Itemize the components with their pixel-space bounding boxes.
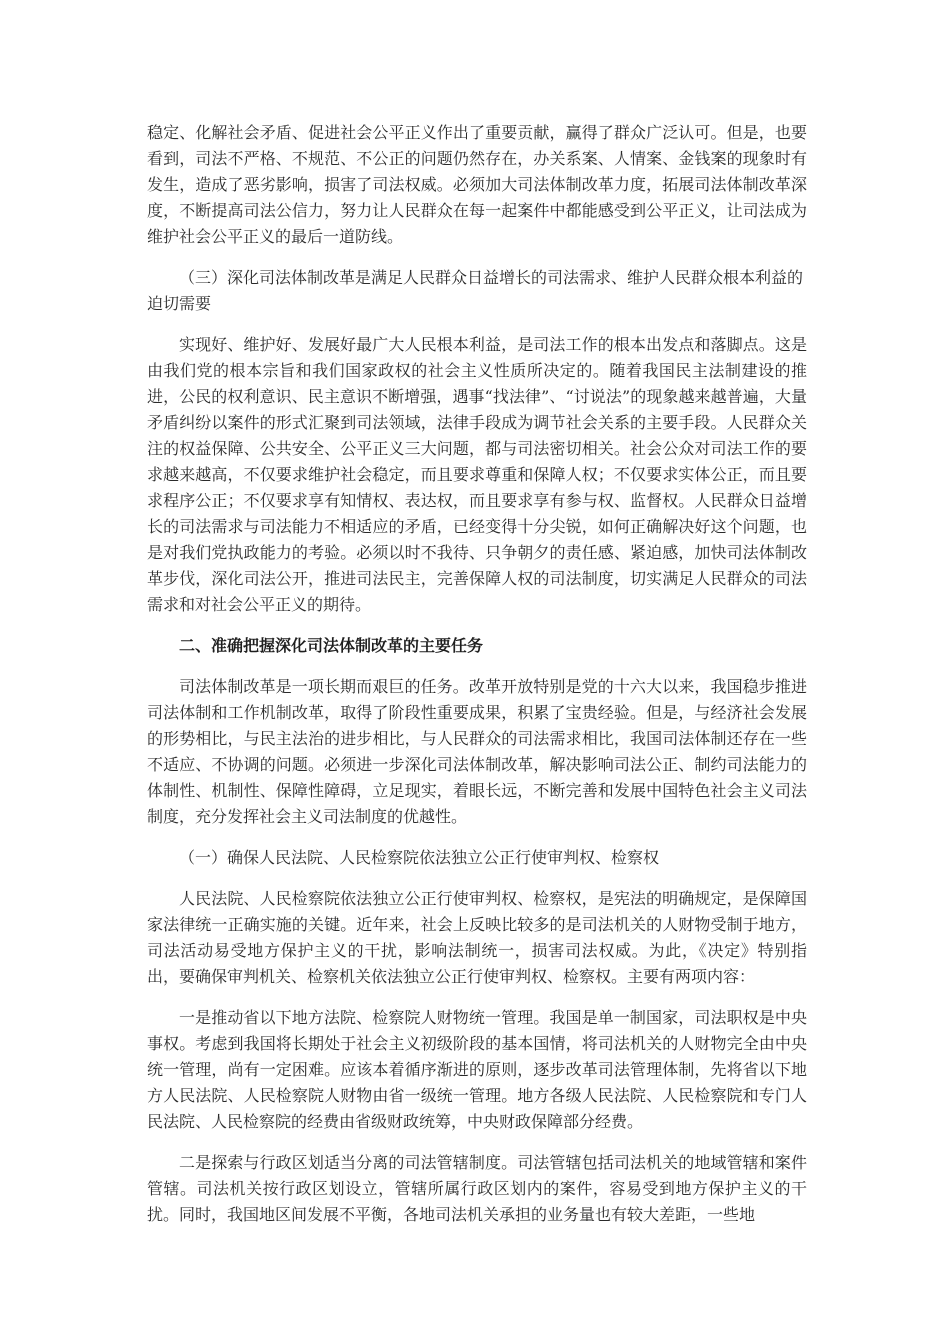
section-heading-two: 二、准确把握深化司法体制改革的主要任务 xyxy=(179,636,484,655)
document-page xyxy=(147,120,807,1243)
subheading-one: （一）确保人民法院、人民检察院依法独立公正行使审判权、检察权 xyxy=(179,848,660,867)
paragraph-point-two: 二是探索与行政区划适当分离的司法管辖制度。司法管辖包括司法机关的地域管辖和案件管辖。司法机关按行政区划设立，管辖所属行政区划内的案件，容易受到地方保护主义的干扰。同时，我国地区间发展不平衡，各地司法机关承担的业务量也有较大差距，一些地 xyxy=(147,1153,807,1224)
subheading-three: （三）深化司法体制改革是满足人民群众日益增长的司法需求、维护人民群众根本利益的迫切需要 xyxy=(147,268,804,313)
paragraph-independent-powers: 人民法院、人民检察院依法独立公正行使审判权、检察权，是宪法的明确规定，是保障国家法律统一正确实施的关键。近年来，社会上反映比较多的是司法机关的人财物受制于地方，司法活动易受地方保护主义的干扰，影响法制统一，损害司法权威。为此，《决定》特别指出，要确保审判机关、检察机关依法独立公正行使审判权、检察权。主要有两项内容： xyxy=(147,889,807,986)
paragraph-people-interests: 实现好、维护好、发展好最广大人民根本利益，是司法工作的根本出发点和落脚点。这是由我们党的根本宗旨和我们国家政权的社会主义性质所决定的。随着我国民主法制建设的推进，公民的权利意识、民主意识不断增强，遇事“找法律”、“讨说法”的现象越来越普遍，大量矛盾纠纷以案件的形式汇聚到司法领域，法律手段成为调节社会关系的主要手段。人民群众关注的权益保障、公共安全、公平正义三大问题，都与司法密切相关。社会公众对司法工作的要求越来越高，不仅要求维护社会稳定，而且要求尊重和保障人权；不仅要求实体公正，而且要求程序公正；不仅要求享有知情权、表达权，而且要求享有参与权、监督权。人民群众日益增长的司法需求与司法能力不相适应的矛盾，已经变得十分尖锐，如何正确解决好这个问题，也是对我们党执政能力的考验。必须以时不我待、只争朝夕的责任感、紧迫感，加快司法体制改革步伐，深化司法公开，推进司法民主，完善保障人权的司法制度，切实满足人民群众的司法需求和对社会公平正义的期待。 xyxy=(147,335,807,614)
paragraph-continued: 稳定、化解社会矛盾、促进社会公平正义作出了重要贡献，赢得了群众广泛认可。但是，也要看到，司法不严格、不规范、不公正的问题仍然存在，办关系案、人情案、金钱案的现象时有发生，造成了恶劣影响，损害了司法权威。必须加大司法体制改革力度，拓展司法体制改革深度，不断提高司法公信力，努力让人民群众在每一起案件中都能感受到公平正义，让司法成为维护社会公平正义的最后一道防线。 xyxy=(147,123,807,246)
paragraph-reform-task: 司法体制改革是一项长期而艰巨的任务。改革开放特别是党的十六大以来，我国稳步推进司法体制和工作机制改革，取得了阶段性重要成果，积累了宝贵经验。但是，与经济社会发展的形势相比，与民主法治的进步相比，与人民群众的司法需求相比，我国司法体制还存在一些不适应、不协调的问题。必须进一步深化司法体制改革，解决影响司法公正、制约司法能力的体制性、机制性、保障性障碍，立足现实，着眼长远，不断完善和发展中国特色社会主义司法制度，充分发挥社会主义司法制度的优越性。 xyxy=(147,677,807,826)
paragraph-point-one: 一是推动省以下地方法院、检察院人财物统一管理。我国是单一制国家，司法职权是中央事权。考虑到我国将长期处于社会主义初级阶段的基本国情，将司法机关的人财物完全由中央统一管理，尚有一定困难。应该本着循序渐进的原则，逐步改革司法管理体制，先将省以下地方人民法院、人民检察院人财物由省一级统一管理。地方各级人民法院、人民检察院和专门人民法院、人民检察院的经费由省级财政统筹，中央财政保障部分经费。 xyxy=(147,1008,807,1131)
